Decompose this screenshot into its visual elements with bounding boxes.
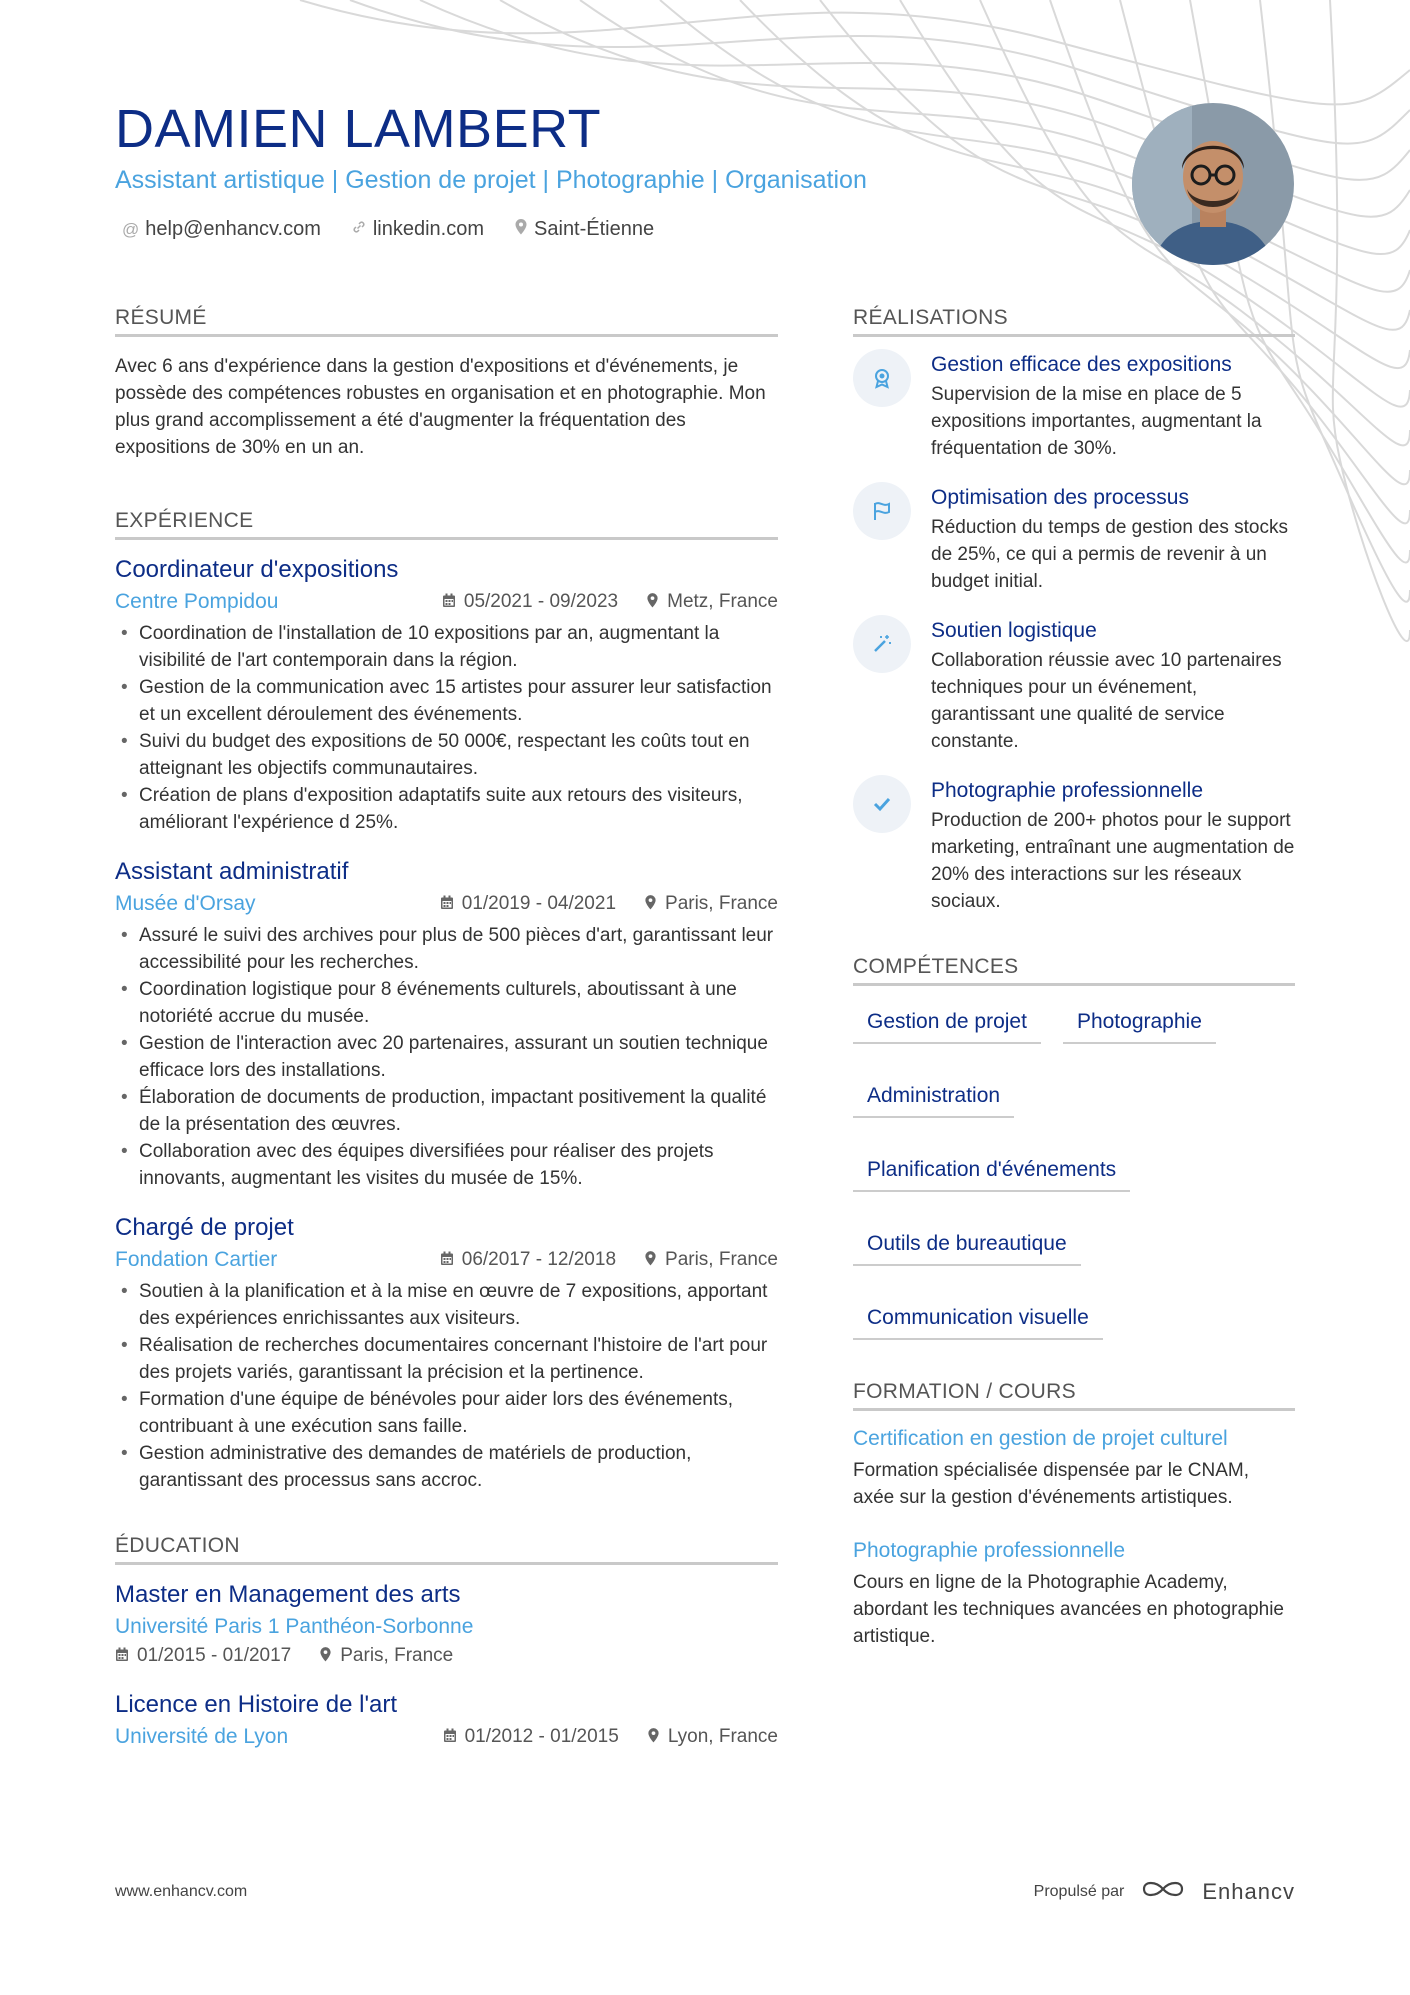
bullet-item: • Formation d'une équipe de bénévoles pour aider lors des événements, contribuant à une exécution sans faille. — [115, 1386, 778, 1440]
job-bullets — [115, 922, 778, 1192]
job-title: Chargé de projet — [115, 1214, 294, 1241]
achievement-description: Réduction du temps de gestion des stocks de 25%, ce qui a permis de revenir à un budget initial. — [931, 517, 1288, 592]
education-entry — [115, 1691, 778, 1749]
achievement-description: Collaboration réussie avec 10 partenaires techniques pour un événement, garantissant une qualité de service constante. — [931, 650, 1282, 752]
calendar-icon — [443, 1728, 457, 1747]
achievement-item — [853, 353, 1295, 462]
location-pin-icon — [646, 592, 659, 613]
date-range — [440, 893, 616, 915]
achievement-body — [931, 619, 1295, 755]
achievement-body — [931, 353, 1295, 462]
job-organization: Fondation Cartier — [115, 1248, 278, 1271]
left-column — [115, 306, 778, 1773]
location — [644, 893, 778, 915]
location-text: Paris, France — [665, 893, 778, 914]
contact-linkedin[interactable] — [351, 218, 484, 241]
school-name: Université de Lyon — [115, 1725, 289, 1748]
job-entry — [115, 556, 778, 836]
job-organization: Centre Pompidou — [115, 590, 279, 613]
achievement-title: Photographie professionnelle — [931, 779, 1204, 802]
contact-email[interactable] — [122, 218, 321, 241]
location-text: Saint-Étienne — [534, 218, 655, 240]
job-meta — [115, 1248, 778, 1272]
date-text: 01/2015 - 01/2017 — [137, 1645, 292, 1666]
date-text: 01/2012 - 01/2015 — [464, 1726, 619, 1747]
course-title: Photographie professionnelle — [853, 1539, 1126, 1562]
date-text: 06/2017 - 12/2018 — [461, 1249, 617, 1270]
bullet-item: • Réalisation de recherches documentaires concernant l'histoire de l'art pour des projets variés, garantissant la précision et la pertinence. — [115, 1332, 778, 1386]
skill-tag: Photographie — [1063, 1002, 1216, 1044]
contact-location — [514, 218, 654, 241]
achievement-item — [853, 486, 1295, 595]
date-range — [115, 1645, 291, 1667]
skill-tag: Gestion de projet — [853, 1002, 1041, 1044]
education-meta — [115, 1725, 778, 1749]
courses-section — [853, 1380, 1295, 1650]
location-pin-icon — [647, 1727, 660, 1748]
skill-tag: Planification d'événements — [853, 1150, 1130, 1192]
skills-section — [853, 955, 1295, 1340]
location — [319, 1645, 453, 1667]
achievement-description: Supervision de la mise en place de 5 expositions importantes, augmentant la fréquentation de 30%. — [931, 384, 1262, 459]
checkmark-icon — [853, 775, 911, 833]
calendar-icon — [115, 1647, 129, 1666]
date-range — [443, 1726, 619, 1748]
candidate-name: DAMIEN LAMBERT — [115, 99, 602, 159]
job-entry — [115, 858, 778, 1192]
school-name: Université Paris 1 Panthéon-Sorbonne — [115, 1615, 474, 1638]
education-section — [115, 1534, 778, 1749]
degree-title: Licence en Histoire de l'art — [115, 1691, 398, 1718]
bullet-item: • Gestion de l'interaction avec 20 partenaires, assurant un soutien technique efficace lors des installations. — [115, 1030, 778, 1084]
profile-photo — [1132, 103, 1294, 265]
magic-wand-icon — [853, 615, 911, 673]
footer-branding — [1034, 1877, 1295, 1906]
achievements-section — [853, 306, 1295, 915]
date-text: 05/2021 - 09/2023 — [463, 591, 619, 612]
achievement-description: Production de 200+ photos pour le support marketing, entraînant une augmentation de 20% des interactions sur les réseaux sociaux. — [931, 810, 1295, 912]
course-title: Certification en gestion de projet culturel — [853, 1427, 1228, 1450]
brand-name: Enhancv — [1202, 1878, 1295, 1904]
bullet-item: • Coordination de l'installation de 10 expositions par an, augmentant la visibilité de l'art contemporain dans la région. — [115, 620, 778, 674]
contact-bar — [122, 218, 654, 241]
job-bullets — [115, 620, 778, 836]
location-pin-icon — [319, 1646, 332, 1667]
job-list — [115, 556, 778, 1494]
achievement-body — [931, 779, 1295, 915]
job-meta — [115, 590, 778, 614]
course-description: Cours en ligne de la Photographie Academy, abordant les techniques avancées en photographie artistique. — [853, 1572, 1284, 1647]
date-text: 01/2019 - 04/2021 — [461, 893, 617, 914]
location-text: Metz, France — [667, 591, 778, 612]
achievement-title: Optimisation des processus — [931, 486, 1189, 509]
skill-tag: Communication visuelle — [853, 1298, 1103, 1340]
calendar-icon — [442, 593, 456, 612]
achievement-body — [931, 486, 1295, 595]
course-description: Formation spécialisée dispensée par le CNAM, axée sur la gestion d'événements artistiques. — [853, 1460, 1250, 1508]
bullet-item: • Coordination logistique pour 8 événements culturels, aboutissant à une notoriété accrue du musée. — [115, 976, 778, 1030]
at-icon: @ — [122, 219, 140, 239]
location-pin-icon — [644, 894, 657, 915]
location-text: Paris, France — [340, 1645, 454, 1666]
course-entry — [853, 1427, 1295, 1511]
skill-tag: Outils de bureautique — [853, 1224, 1081, 1266]
summary-heading: RÉSUMÉ — [115, 306, 778, 337]
link-icon — [351, 219, 367, 240]
calendar-icon — [440, 895, 454, 914]
location-text: Lyon, France — [667, 1726, 778, 1747]
footer-website[interactable]: www.enhancv.com — [115, 1883, 248, 1900]
achievement-title: Soutien logistique — [931, 619, 1097, 642]
education-entry — [115, 1581, 778, 1667]
location-text: Paris, France — [665, 1249, 778, 1270]
course-list — [853, 1427, 1295, 1650]
achievement-item — [853, 779, 1295, 915]
experience-heading: EXPÉRIENCE — [115, 509, 778, 540]
degree-title: Master en Management des arts — [115, 1581, 461, 1608]
bullet-item: • Élaboration de documents de production, impactant positivement la qualité de la présentation des œuvres. — [115, 1084, 778, 1138]
achievement-title: Gestion efficace des expositions — [931, 353, 1232, 376]
job-organization: Musée d'Orsay — [115, 892, 256, 915]
job-bullets — [115, 1278, 778, 1494]
date-range — [442, 591, 618, 613]
job-meta — [115, 892, 778, 916]
bullet-item: • Assuré le suivi des archives pour plus de 500 pièces d'art, garantissant leur accessibilité pour les recherches. — [115, 922, 778, 976]
location — [644, 1249, 778, 1271]
summary-section — [115, 306, 778, 461]
job-title: Coordinateur d'expositions — [115, 556, 399, 583]
education-meta — [115, 1645, 778, 1667]
courses-heading: FORMATION / COURS — [853, 1380, 1295, 1411]
linkedin-text: linkedin.com — [372, 218, 485, 240]
flag-icon — [853, 482, 911, 540]
enhancv-logo-icon — [1140, 1877, 1186, 1906]
skill-tag: Administration — [853, 1076, 1014, 1118]
location — [646, 591, 778, 613]
summary-text: Avec 6 ans d'expérience dans la gestion d'expositions et d'événements, je possède des compétences robustes en organisation et en photographie. Mon plus grand accomplissement a été d'augmenter la fréquentation des expositions de 30% en un an. — [115, 356, 766, 458]
bullet-item: • Création de plans d'exposition adaptatifs suite aux retours des visiteurs, améliorant l'expérience d 25%. — [115, 782, 778, 836]
achievements-heading: RÉALISATIONS — [853, 306, 1295, 337]
bullet-item: • Gestion administrative des demandes de matériels de production, garantissant des processus sans accroc. — [115, 1440, 778, 1494]
course-entry — [853, 1539, 1295, 1650]
location-pin-icon — [644, 1250, 657, 1271]
calendar-icon — [440, 1251, 454, 1270]
bullet-item: • Collaboration avec des équipes diversifiées pour réaliser des projets innovants, augmentant les visites du musée de 15%. — [115, 1138, 778, 1192]
job-title: Assistant administratif — [115, 858, 349, 885]
powered-by-text: Propulsé par — [1033, 1882, 1125, 1900]
email-text: help@enhancv.com — [145, 218, 321, 240]
date-range — [440, 1249, 616, 1271]
job-entry — [115, 1214, 778, 1494]
experience-section — [115, 509, 778, 1494]
bullet-item: • Soutien à la planification et à la mise en œuvre de 7 expositions, apportant des expériences enrichissantes aux visiteurs. — [115, 1278, 778, 1332]
award-icon — [853, 349, 911, 407]
achievement-item — [853, 619, 1295, 755]
skills-heading: COMPÉTENCES — [853, 955, 1295, 986]
headline: Assistant artistique | Gestion de projet | Photographie | Organisation — [115, 166, 867, 194]
location — [647, 1726, 778, 1748]
education-heading: ÉDUCATION — [115, 1534, 778, 1565]
bullet-item: • Gestion de la communication avec 15 artistes pour assurer leur satisfaction et un excellent déroulement des événements. — [115, 674, 778, 728]
skill-list — [853, 1002, 1295, 1340]
achievement-list — [853, 353, 1295, 915]
bullet-item: • Suivi du budget des expositions de 50 000€, respectant les coûts tout en atteignant les objectifs communautaires. — [115, 728, 778, 782]
education-list — [115, 1581, 778, 1749]
location-pin-icon — [514, 218, 528, 241]
right-column — [853, 306, 1295, 1678]
